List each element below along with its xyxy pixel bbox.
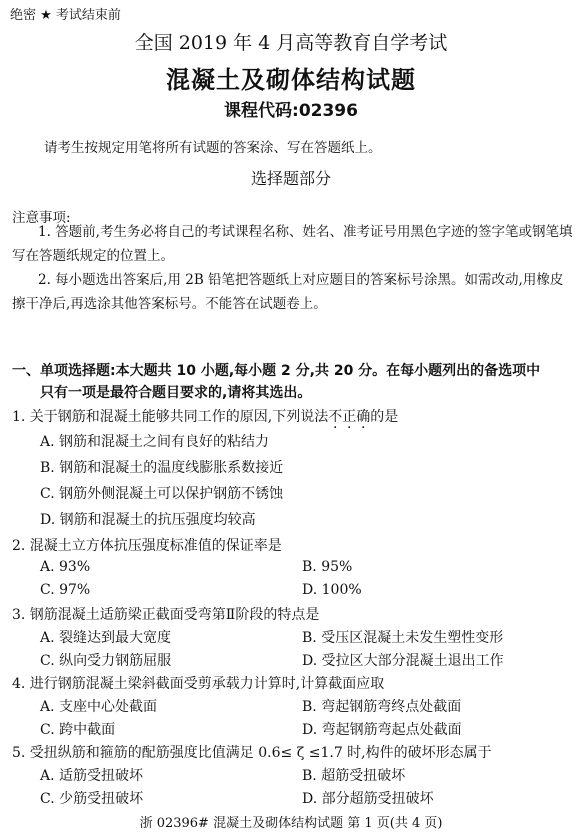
answer-option: D. 受拉区大部分混凝土退出工作 (302, 653, 504, 669)
answer-option: D. 钢筋和混凝土的抗压强度均较高 (40, 512, 256, 528)
notice-title: 注意事项: (12, 210, 71, 226)
question-stem: 5. 受扭纵筋和箍筋的配筋强度比值满足 0.6≤ ζ ≤1.7 时,构件的破坏形态属于 (12, 745, 492, 761)
question-stem-text: 1. 关于钢筋和混凝土能够共同工作的原因,下列说法 (12, 409, 329, 425)
emphasis-char: 正 (342, 409, 357, 425)
emphasis-char: 不 (328, 409, 343, 425)
answer-option: B. 弯起钢筋弯终点处截面 (302, 699, 462, 715)
answer-option: B. 95% (302, 559, 353, 575)
answer-option: B. 钢筋和混凝土的温度线膨胀系数接近 (40, 460, 284, 476)
answer-option: C. 97% (40, 582, 91, 598)
answer-option: D. 100% (302, 582, 362, 598)
answer-option: D. 弯起钢筋弯起点处截面 (302, 722, 462, 738)
question-stem-text: 的是 (370, 409, 399, 425)
answer-option: A. 适筋受扭破坏 (40, 768, 144, 784)
answer-option: D. 部分超筋受扭破坏 (302, 791, 434, 807)
answer-option: C. 跨中截面 (40, 722, 116, 738)
part-heading: 一、单项选择题:本大题共 10 小题,每小题 2 分,共 20 分。在每小题列出的备选项中 (12, 363, 541, 379)
question-stem: 4. 进行钢筋混凝土梁斜截面受剪承载力计算时,计算截面应取 (12, 676, 385, 692)
notice-item: 1. 答题前,考生务必将自己的考试课程名称、姓名、准考证号用黑色字迹的签字笔或钢笔填写在答题纸规定的位置上。 (12, 224, 573, 264)
answer-option: B. 超筋受扭破坏 (302, 768, 406, 784)
page-footer: 浙 02396# 混凝土及砌体结构试题 第 1 页(共 4 页) (139, 816, 443, 831)
answer-option: C. 钢筋外侧混凝土可以保护钢筋不锈蚀 (40, 486, 284, 502)
notice-item: 2. 每小题选出答案后,用 2B 铅笔把答题纸上对应题目的答案标号涂黑。如需改动,用橡皮擦干净后,再选涂其他答案标号。不能答在试题卷上。 (12, 272, 564, 312)
answer-option: A. 支座中心处截面 (40, 699, 158, 715)
answer-instruction: 请考生按规定用笔将所有试题的答案涂、写在答题纸上。 (44, 140, 382, 156)
answer-option: A. 93% (40, 559, 91, 575)
question-stem: 2. 混凝土立方体抗压强度标准值的保证率是 (12, 538, 282, 554)
emphasis-char: 确 (356, 409, 371, 425)
exam-title: 全国 2019 年 4 月高等教育自学考试 (134, 32, 448, 54)
question-stem (12, 406, 398, 426)
answer-option: C. 少筋受扭破坏 (40, 791, 144, 807)
answer-option: A. 裂缝达到最大宽度 (40, 630, 172, 646)
part-heading-continued: 只有一项是最符合题目要求的,请将其选出。 (40, 385, 312, 401)
answer-option: B. 受压区混凝土未发生塑性变形 (302, 630, 504, 646)
answer-option: C. 纵向受力钢筋屈服 (40, 653, 172, 669)
question-stem: 3. 钢筋混凝土适筋梁正截面受弯第Ⅱ阶段的特点是 (12, 607, 320, 623)
answer-option: A. 钢筋和混凝土之间有良好的粘结力 (40, 434, 270, 450)
section-title: 选择题部分 (250, 169, 331, 188)
course-code: 课程代码:02396 (224, 101, 358, 121)
secret-label: 绝密 ★ 考试结束前 (10, 8, 121, 23)
subject-title: 混凝土及砌体结构试题 (166, 66, 416, 94)
